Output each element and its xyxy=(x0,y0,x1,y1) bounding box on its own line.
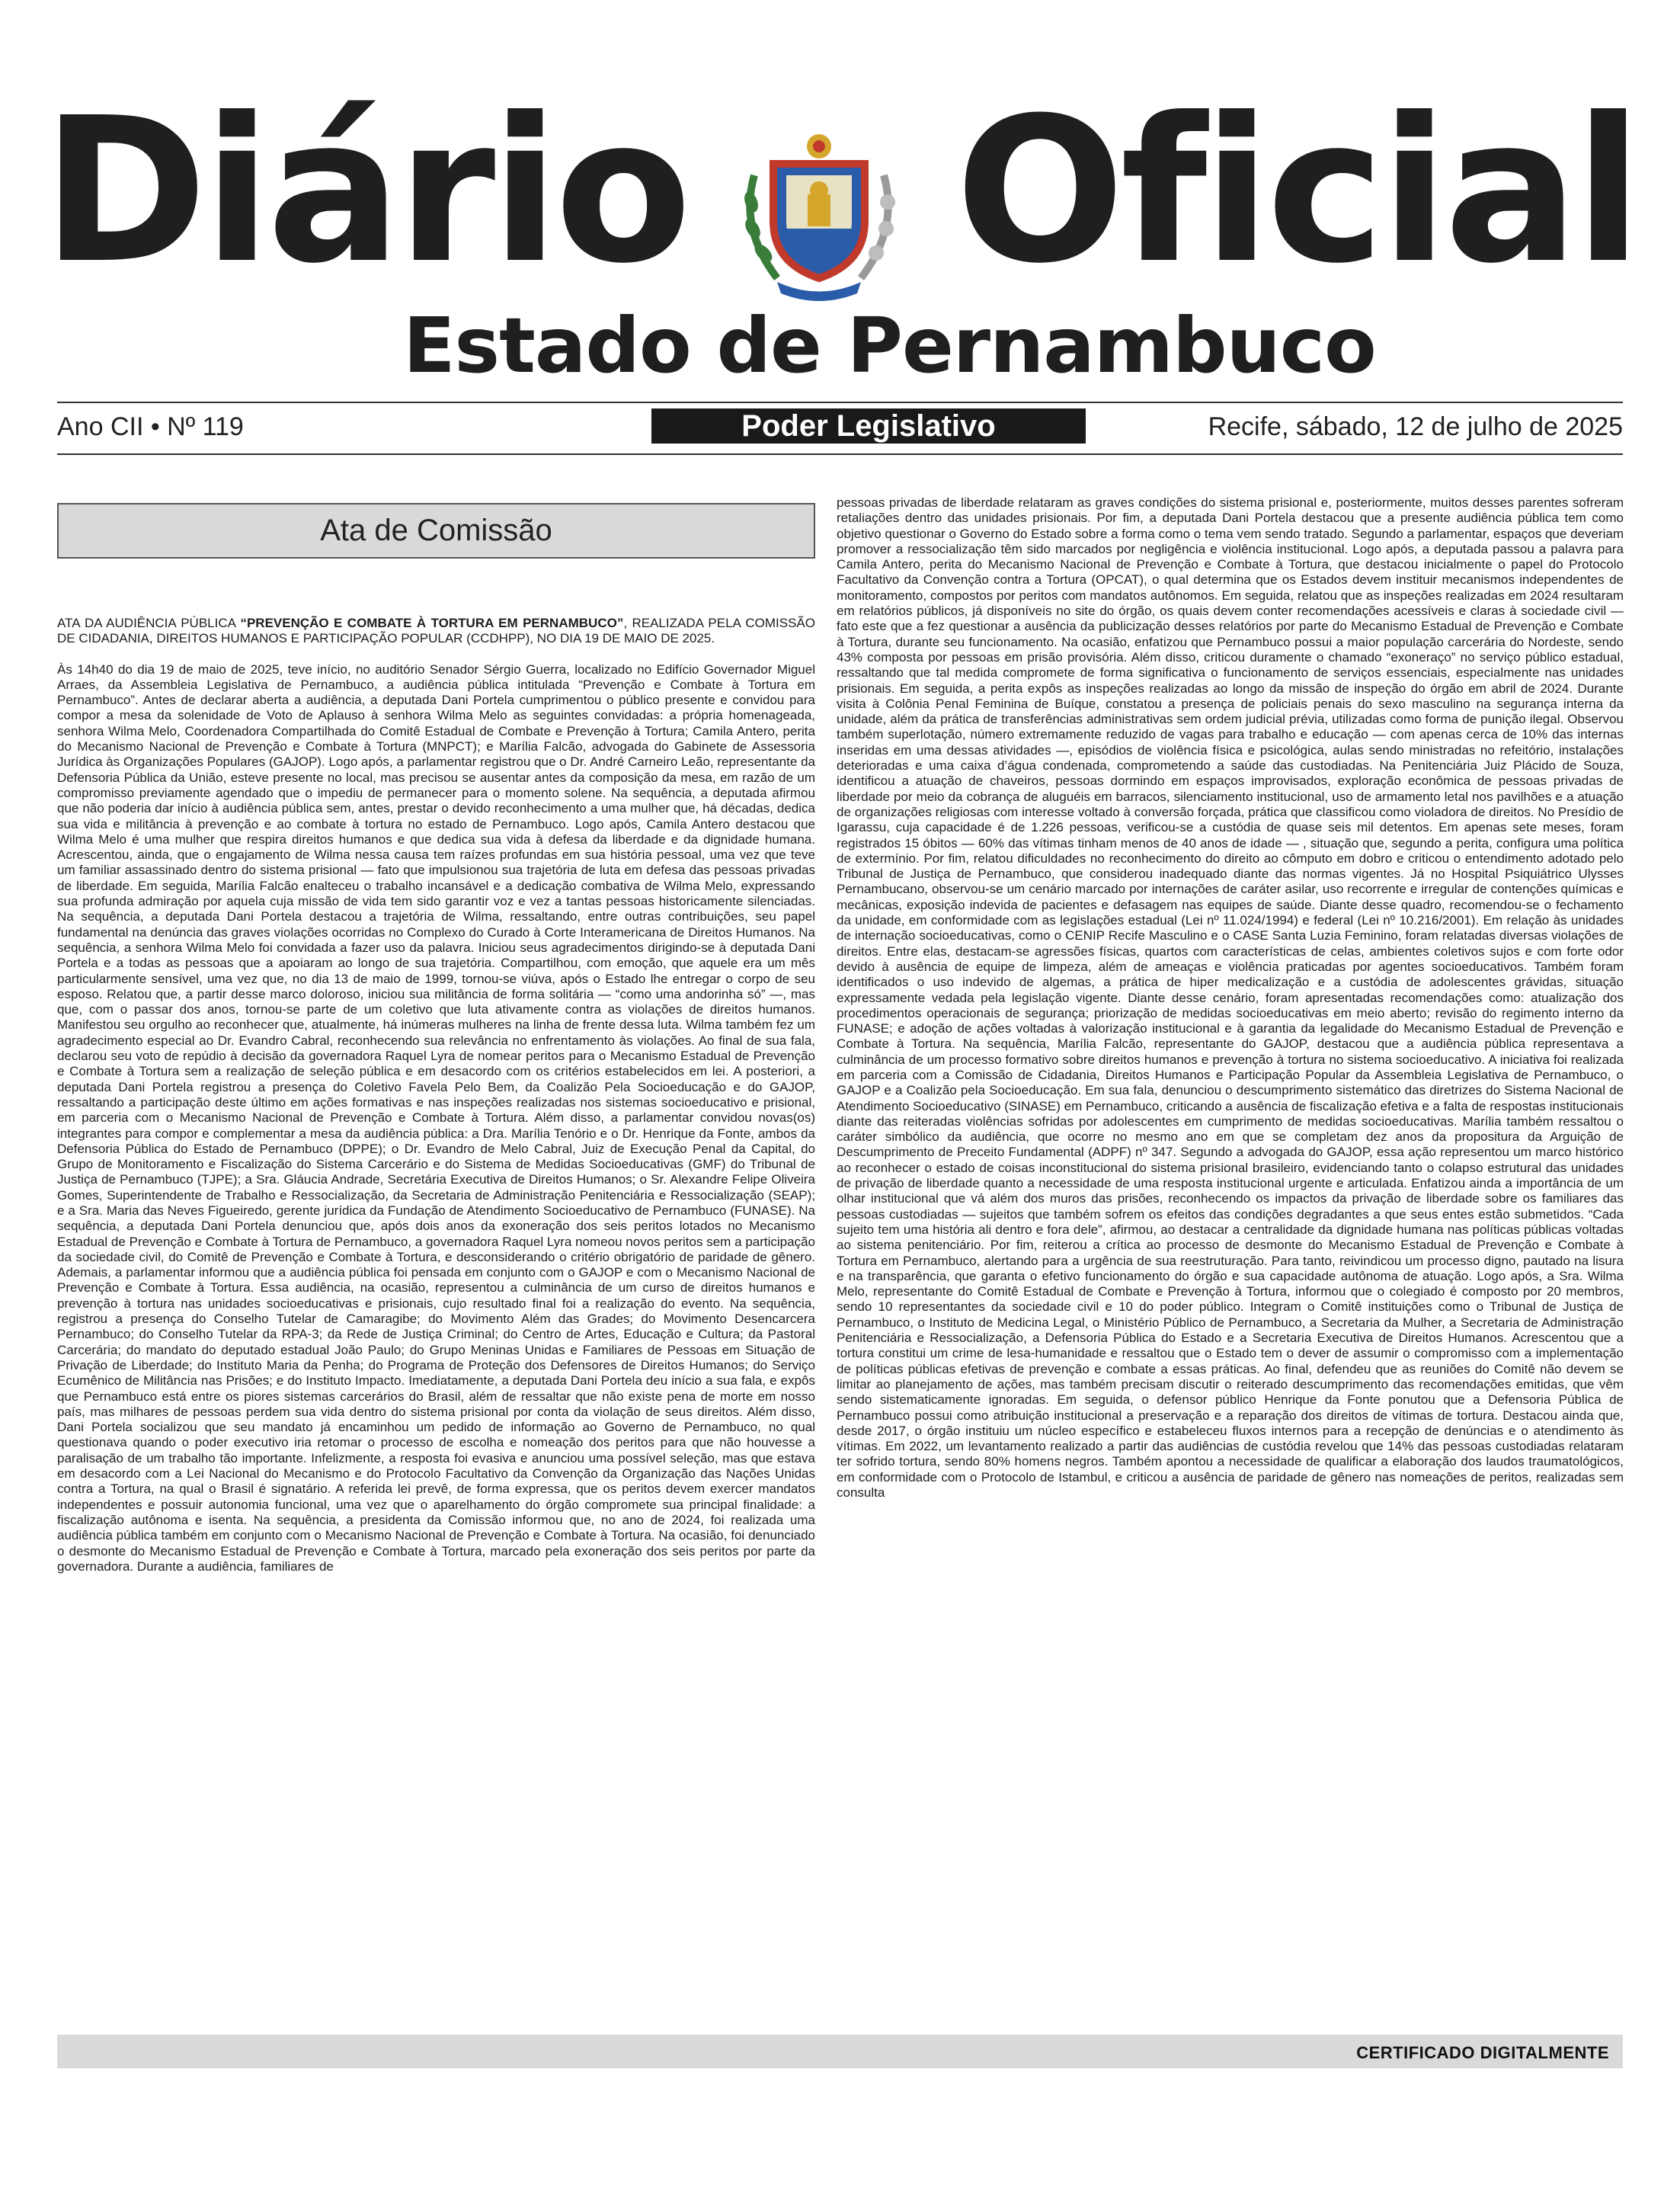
heading-post: , REALIZADA PELA COMISSÃO DE CIDADANIA, DIREITOS HUMANOS E PARTICIPAÇÃO POPULAR (CCDHPP), NO DIA 19 DE MAIO DE 2025. xyxy=(57,616,815,646)
certification-label: CERTIFICADO DIGITALMENTE xyxy=(1356,2043,1609,2062)
footer-bar xyxy=(57,2035,1623,2068)
dateline: Recife, sábado, 12 de julho de 2025 xyxy=(1208,412,1623,441)
masthead-title-right: Oficial xyxy=(955,75,1638,307)
masthead xyxy=(0,0,1680,457)
masthead-title-left: Diário xyxy=(42,75,688,307)
article-body-left: Às 14h40 do dia 19 de maio de 2025, teve início, no auditório Senador Sérgio Guerra, localizado no Edifício Governador Miguel Arraes, da Assembleia Legislativa de Pernambuco, a audiência pública intitulada “Prevenção e Combate à Tortura em Pernambuco”. Antes de declarar aberta a audiência, a deputada Dani Portela cumprimentou o público presente e convidou para compor a mesa da solenidade de Voto de Aplauso à senhora Wilma Melo as seguintes convidadas: a própria homenageada, senhora Wilma Melo, Coordenadora Compartilhada do Comitê Estadual de Combate e Prevenção à Tortura; Camila Antero, perita do Mecanismo Nacional de Prevenção e Combate à Tortura (MNPCT); e Marília Falcão, advogada do Gabinete de Assessoria Jurídica às Organizações Populares (GAJOP). Logo após, a parlamentar registrou que o Dr. André Carneiro Leão, representante da Defensoria Pública da União, esteve presente no local, mas precisou se ausentar antes da composição da mesa, em razão de um compromisso previamente agendado que o impediu de permanecer para o momento solene. Na sequência, a deputada afirmou que não poderia dar início à audiência pública sem, antes, prestar o devido reconhecimento a uma mulher que, há décadas, dedica sua vida e militância à prevenção e ao combate à tortura no estado de Pernambuco. Logo após, Camila Antero destacou que Wilma Melo é uma mulher que respira direitos humanos e que dedica sua vida à defesa da liberdade e da dignidade humana. Acrescentou, ainda, que o engajamento de Wilma nessa causa tem raízes profundas em sua história pessoal, uma vez que teve um familiar assassinado dentro do sistema prisional — fato que impulsionou sua trajetória de luta em defesa das pessoas privadas de liberdade. Em seguida, Marília Falcão enalteceu o trabalho incansável e a dedicação combativa de Wilma Melo, expressando sua profunda admiração por aquela cuja missão de vida tem sido garantir voz e vez a tantas pessoas historicamente silenciadas. Na sequência, a deputada Dani Portela destacou a trajetória de Wilma, ressaltando, entre outras contribuições, seu papel fundamental na denúncia das graves violações ocorridas no Complexo do Curado à Corte Interamericana de Direitos Humanos. Na sequência, a senhora Wilma Melo foi convidada a fazer uso da palavra. Iniciou seus agradecimentos dirigindo-se à deputada Dani Portela e a todas as pessoas que a apoiaram ao longo de sua trajetória. Compartilhou, com emoção, que aquele era um mês particularmente sensível, uma vez que, no dia 13 de maio de 1999, tornou-se viúva, após o Estado lhe entregar o corpo de seu esposo. Relatou que, a partir desse marco doloroso, iniciou sua militância de forma solitária — “como uma andorinha só” —, mas que, com o passar dos anos, tornou-se parte de um coletivo que luta ativamente contra as violações de direitos humanos. Manifestou seu orgulho ao reconhecer que, atualmente, há inúmeras mulheres na linha de frente dessa luta. Wilma também fez um agradecimento especial ao Dr. Evandro Cabral, reconhecendo sua relevância no enfrentamento às violações. Ao final de sua fala, declarou seu voto de repúdio à decisão da governadora Raquel Lyra de nomear peritos para o Mecanismo Estadual de Prevenção e Combate à Tortura sem a realização de seleção pública e em desacordo com os critérios estabelecidos em lei. A posteriori, a deputada Dani Portela registrou a presença do Coletivo Favela Pelo Bem, da Coalizão Pela Socioeducação e do GAJOP, ressaltando a participação deste último em ações formativas e nas inspeções realizadas nos sistemas socioeducativo e prisional, em parceria com o Mecanismo Nacional de Prevenção e Combate à Tortura. Além disso, a parlamentar convidou novas(os) integrantes para compor e complementar a mesa da audiência pública: a Dra. Marília Tenório e o Dr. Henrique da Fonte, ambos da Defensoria Pública do Estado de Pernambuco (DPPE); o Dr. Evandro de Melo Cabral, Juiz de Execução Penal da Capital, do Grupo de Monitoramento e Fiscalização do Sistema Carcerário e do Sistema de Medidas Socioeducativas (GMF) do Tribunal de Justiça de Pernambuco (TJPE); a Sra. Gláucia Andrade, Secretária Executiva de Direitos Humanos; o Sr. Alexandre Felipe Oliveira Gomes, Superintendente de Trabalho e Ressocialização, da Secretaria de Administração Penitenciária e Ressocialização (SEAP); e a Sra. Maria das Neves Figueiredo, gerente jurídica da Fundação de Atendimento Socioeducativo de Pernambuco (FUNASE). Na sequência, a deputada Dani Portela denunciou que, após dois anos da exoneração dos seis peritos lotados no Mecanismo Estadual de Prevenção e Combate à Tortura de Pernambuco, a governadora Raquel Lyra nomeou novos peritos sem a participação da sociedade civil, do Comitê de Prevenção e Combate à Tortura, e desconsiderando o critério obrigatório de paridade de gênero. Ademais, a parlamentar informou que a audiência pública foi pensada em conjunto com o GAJOP e com o Mecanismo Nacional de Prevenção e Combate à Tortura. Essa audiência, na ocasião, representou a culminância de um curso de direitos humanos e prevenção à tortura nas unidades socioeducativas e prisionais, cujo resultado final foi a realização do evento. Na sequência, registrou a presença do Conselho Tutelar de Camaragibe; do Movimento Além das Grades; do Movimento Desencarcera Pernambuco; do Conselho Tutelar da RPA-3; da Rede de Justiça Criminal; do Centro de Artes, Educação e Cultura; da Pastoral Carcerária; do mandato do deputado estadual João Paulo; do Grupo Meninas Unidas e Familiares de Pessoas em Situação de Privação de Liberdade; do Instituto Maria da Penha; do Programa de Proteção dos Defensores de Direitos Humanos; do Serviço Ecumênico de Militância nas Prisões; e do Instituto Impacto. Imediatamente, a deputada Dani Portela deu início a sua fala, e expôs que Pernambuco está entre os piores sistemas carcerários do Brasil, além de ressaltar que não existe pena de morte em nosso país, mas milhares de pessoas perdem sua vida dentro do sistema prisional por conta da violação de seus direitos. Além disso, Dani Portela socializou que seu mandato já encaminhou um pedido de informação ao Governo de Pernambuco, no qual questionava quando o poder executivo iria retomar o processo de escolha e nomeação dos peritos para que não houvesse a paralisação de um trabalho tão importante. Infelizmente, a resposta foi evasiva e anunciou uma possível seleção, mas que estava em desacordo com a Lei Nacional do Mecanismo e do Protocolo Facultativo da Convenção da Organização das Nações Unidas contra a Tortura, na qual o Brasil é signatário. A referida lei prevê, de forma expressa, que os peritos devem exercer mandatos independentes e possuir autonomia funcional, uma vez que o aparelhamento do órgão compromete sua principal finalidade: a fiscalização autônoma e isenta. Na sequência, a presidenta da Comissão informou que, no ano de 2024, foi realizada uma audiência pública também em conjunto com o Mecanismo Nacional de Prevenção e Combate à Tortura. Na ocasião, foi denunciado o desmonte do Mecanismo Estadual de Prevenção e Combate à Tortura, marcado pela exoneração dos seis peritos por parte da governadora. Durante a audiência, familiares de xyxy=(57,661,815,1574)
article-heading xyxy=(57,616,815,647)
issue-number: Ano CII • Nº 119 xyxy=(57,412,244,441)
coat-of-arms-icon xyxy=(731,130,907,305)
article-column-right xyxy=(837,495,1624,1501)
masthead-subtitle: Estado de Pernambuco xyxy=(403,301,1376,390)
article-body-right: pessoas privadas de liberdade relataram as graves condições do sistema prisional e, posteriormente, muitos desses parentes sofreram retaliações dentro das unidades prisionais. Por fim, a deputada Dani Portela destacou que a presente audiência pública tem como objetivo questionar o Governo do Estado sobre a forma como o tema vem sendo tratado. Segundo a parlamentar, espaços que deveriam promover a ressocialização têm sido marcados por negligência e violência institucional. Logo após, a deputada passou a palavra para Camila Antero, perita do Mecanismo Nacional de Prevenção e Combate à Tortura, que destacou inicialmente o papel do Protocolo Facultativo da Convenção contra a Tortura (OPCAT), o qual determina que os Estados devem instituir mecanismos independentes de monitoramento, compostos por peritos com mandatos autônomos. Em seguida, relatou que as inspeções realizadas em 2024 resultaram em relatórios públicos, já disponíveis no site do órgão, os quais devem conter recomendações acessíveis e claras à sociedade civil — fato este que a fez questionar a ausência da publicização desses relatórios por parte do Mecanismo Estadual de Prevenção e Combate à Tortura, durante seu funcionamento. Na ocasião, enfatizou que Pernambuco possui a maior população carcerária do Nordeste, sendo 43% composta por pessoas em prisão provisória. Além disso, criticou duramente o chamado “exoneraço” no serviço público estadual, ressaltando que tal medida compromete de forma significativa o funcionamento de serviços essenciais, especialmente nas unidades prisionais. Em seguida, a perita expôs as inspeções realizadas ao longo da missão de inspeção do órgão em abril de 2024. Durante visita à Colônia Penal Feminina de Buíque, constatou a presença de policiais penais do sexo masculino na segurança interna da unidade, além da prática de transferências administrativas sem ordem judicial prévia, utilizadas como forma de punição ilegal. Observou também superlotação, número extremamente reduzido de vagas para trabalho e educação — com apenas cerca de 10% das internas inseridas em uma dessas atividades —, episódios de violência física e psicológica, aulas sendo ministradas no refeitório, instalações deterioradas e uma caixa d’água condenada, comprometendo a saúde das custodiadas. Na Penitenciária Juiz Plácido de Souza, identificou a atuação de chaveiros, pessoas dormindo em espaços improvisados, exploração econômica de pessoas privadas de liberdade por meio da cobrança de aluguéis em barracos, silenciamento institucional, uso de armamento letal nos pavilhões e a atuação de organizações religiosas com interesse voltado à conversão forçada, prática que classificou como violadora de direitos. No Presídio de Igarassu, cuja capacidade é de 1.226 pessoas, verificou-se a custódia de quase seis mil detentos. Em apenas sete meses, foram registrados 15 óbitos — 60% das vítimas tinham menos de 40 anos de idade — , situação que, segundo a perita, configura uma política de extermínio. Por fim, relatou dificuldades no reconhecimento do direito ao cômputo em dobro e criticou o entendimento adotado pelo Tribunal de Justiça de Pernambuco, que considerou inadequado diante das normas vigentes. Já no Hospital Psiquiátrico Ulysses Pernambucano, observou-se um cenário marcado por internações de caráter asilar, uso recorrente e irregular de contenções químicas e mecânicas, exposição indevida de pacientes e defasagem nas equipes de saúde. Diante desse quadro, recomendou-se o fechamento da unidade, em conformidade com as legislações estadual (Lei nº 11.024/1994) e federal (Lei nº 10.216/2001). Em relação às unidades de internação socioeducativas, como o CENIP Recife Masculino e o CASE Santa Luzia Feminino, foram relatadas diversas violações de direitos. Entre elas, destacam-se agressões físicas, quartos com características de celas, ambientes coletivos sujos e com forte odor devido à ausência de equipe de limpeza, além de ameaças e violência praticadas por agentes socioeducativos. Também foram identificados o uso indevido de algemas, a prática de hiper medicalização e a custódia de adolescentes grávidas, situação expressamente vedada pela legislação vigente. Diante desse cenário, foram apresentadas recomendações como: atualização dos procedimentos operacionais de segurança; priorização de medidas socioeducativas em meio aberto; revisão do regimento interno da FUNASE; e adoção de ações voltadas à valorização institucional e à garantia da legalidade do Mecanismo Estadual de Prevenção e Combate à Tortura. Na sequência, Marília Falcão, representante do GAJOP, destacou que a audiência pública representava a culminância de um processo formativo sobre direitos humanos e prevenção à tortura no sistema socioeducativo. A iniciativa foi realizada em parceria com a Comissão de Cidadania, Direitos Humanos e Participação Popular da Assembleia Legislativa de Pernambuco, o GAJOP e a Coalizão pela Socioeducação. Em sua fala, denunciou o descumprimento sistemático das diretrizes do Sistema Nacional de Atendimento Socioeducativo (SINASE) em Pernambuco, criticando a ausência de fiscalização efetiva e a falta de respostas institucionais diante das reiteradas violências sofridas por adolescentes em cumprimento de medidas socioeducativas. Marília também ressaltou o caráter simbólico da audiência, que ocorre no mesmo ano em que se completam dez anos da propositura da Arguição de Descumprimento de Preceito Fundamental (ADPF) nº 347. Segundo a advogada do GAJOP, essa ação representou um marco histórico ao reconhecer o estado de coisas inconstitucional do sistema prisional brasileiro, evidenciando tanto o colapso estrutural das unidades de privação de liberdade quanto a necessidade de uma resposta institucional urgente e articulada. Enfatizou ainda a importância de um olhar institucional que vá além dos muros das prisões, reconhecendo os impactos da privação de liberdade sobre os familiares das pessoas custodiadas — sujeitos que também sofrem os efeitos das condições degradantes a que seus entes estão submetidos. “Cada sujeito tem uma história ali dentro e fora dele”, afirmou, ao destacar a centralidade da dignidade humana nas políticas públicas voltadas ao sistema penitenciário. Por fim, reiterou a crítica ao processo de desmonte do Mecanismo Estadual de Prevenção e Combate à Tortura em Pernambuco, alertando para a urgência de sua reestruturação. Para tanto, reivindicou um processo digno, pautado na lisura e na transparência, que garanta o efetivo funcionamento do órgão e sua capacidade autônoma de atuação. Logo após, a Sra. Wilma Melo, representante do Comitê Estadual de Combate e Prevenção à Tortura, informou que o colegiado é composto por 20 membros, sendo 10 representantes da sociedade civil e 10 do poder público. Integram o Comitê instituições como o Tribunal de Justiça de Pernambuco, o Instituto de Medicina Legal, o Ministério Público de Pernambuco, a Secretaria da Mulher, a Secretaria de Administração Penitenciária e Ressocialização, a Defensoria Pública do Estado e a Secretaria Executiva de Direitos Humanos. Acrescentou que a tortura constitui um crime de lesa-humanidade e ressaltou que o Estado tem o dever de assumir o compromisso com a implementação de políticas públicas efetivas de prevenção e combate a essas práticas. Ao final, defendeu que as reuniões do Comitê não devem se limitar ao planejamento de ações, mas também precisam discutir o reiterado descumprimento das recomendações emitidas, que vêm sendo sistematicamente ignoradas. Em seguida, o defensor público Henrique da Fonte ponutou que a Defensoria Pública de Pernambuco possui como atribuição institucional a preservação e a reparação dos direitos de vítimas de tortura. Destacou ainda que, desde 2017, o órgão instituiu um núcleo específico e estabeleceu fluxos internos para a recepção de denúncias e o atendimento às vítimas. Em 2022, um levantamento realizado a partir das audiências de custódia revelou que 14% das pessoas custodiadas relataram ter sofrido tortura, sendo 80% homens negros. Também apontou a necessidade de qualificar a elaboração dos laudos traumatológicos, em conformidade com o Protocolo de Istambul, e criticou a ausência de paridade de gênero nas nomeações de peritos, realizadas sem consulta xyxy=(837,495,1624,1500)
top-rule xyxy=(57,402,1623,403)
heading-title: “PREVENÇÃO E COMBATE À TORTURA EM PERNAMBUCO” xyxy=(240,616,624,630)
bottom-rule xyxy=(57,453,1623,455)
article-column-left xyxy=(57,616,815,1574)
section-tag: Poder Legislativo xyxy=(651,408,1086,444)
heading-pre: ATA DA AUDIÊNCIA PÚBLICA xyxy=(57,616,241,630)
info-bar xyxy=(57,408,1623,447)
section-title: Ata de Comissão xyxy=(57,503,815,559)
